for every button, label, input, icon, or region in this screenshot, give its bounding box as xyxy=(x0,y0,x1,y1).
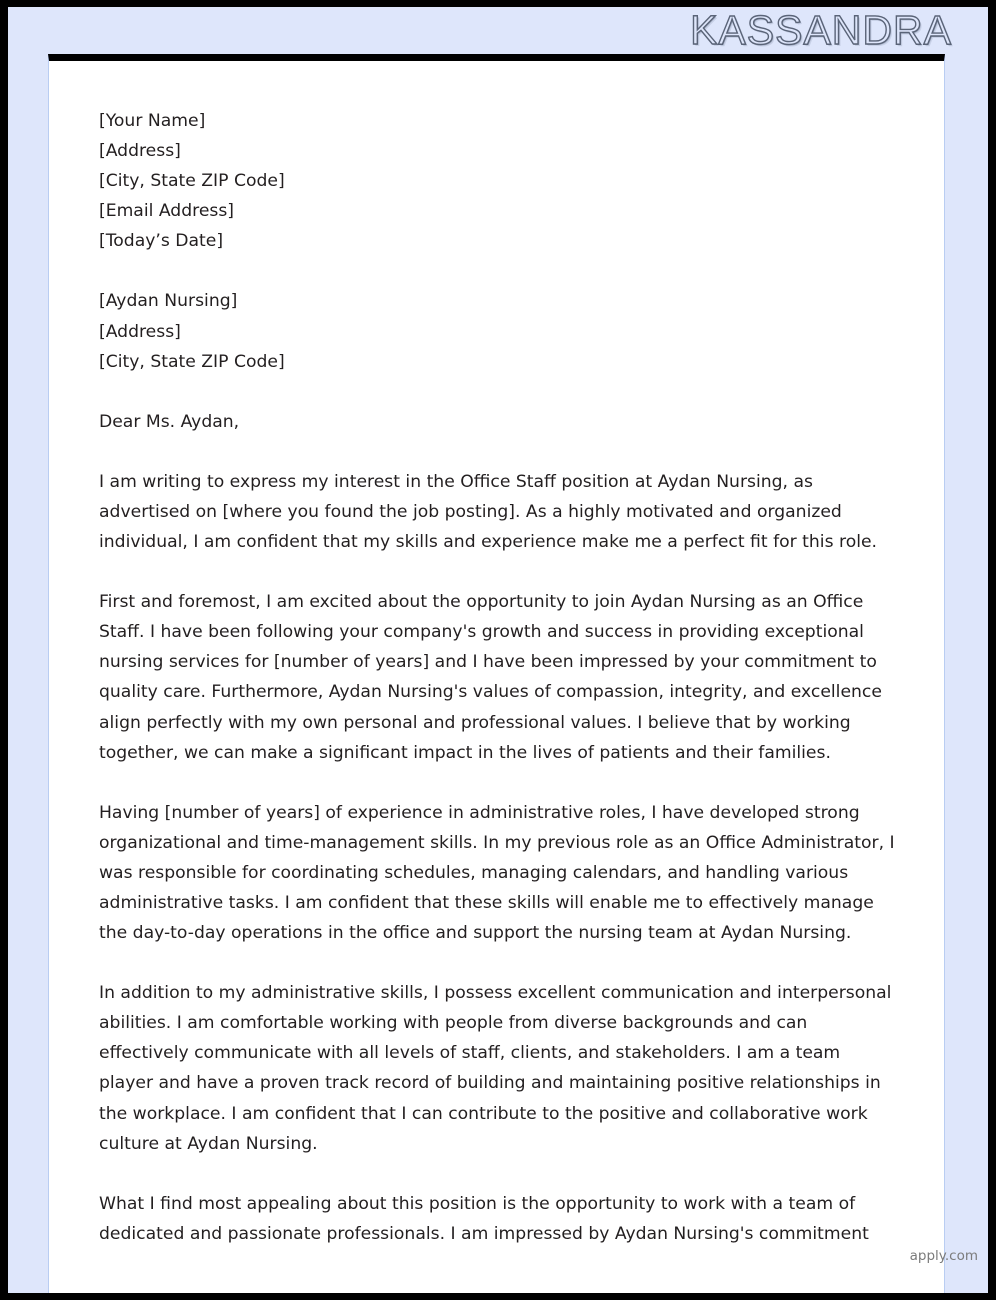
sender-email: [Email Address] xyxy=(99,201,235,222)
sender-address-block xyxy=(99,106,896,256)
recipient-address: [Address] xyxy=(99,321,181,342)
recipient-city-state-zip: [City, State ZIP Code] xyxy=(99,351,285,372)
letter-sheet xyxy=(48,54,945,1293)
salutation: Dear Ms. Aydan, xyxy=(99,411,240,432)
recipient-address-block xyxy=(99,286,896,376)
letter-sheet-inner xyxy=(49,61,944,1249)
paragraph-motivation: First and foremost, I am excited about the opportunity to join Aydan Nursing as an Office Staff. I have been following your company's growth and success in providing exceptional nursing services for [number of years] and I have been impressed by your commitment to quality care. Furthermore, Aydan Nursing's values of compassion, integrity, and excellence align perfectly with my own personal and professional values. I believe that by working together, we can make a significant impact in the lives of patients and their families. xyxy=(99,592,882,763)
brand-name: KASSANDRA xyxy=(690,7,952,53)
paragraph-closing-partial: What I find most appealing about this position is the opportunity to work with a team of dedicated and passionate professionals. I am impressed by Aydan Nursing's commitment xyxy=(99,1193,869,1244)
letterhead-band xyxy=(8,7,988,54)
cover-letter-body xyxy=(99,106,896,1249)
paragraph-experience: Having [number of years] of experience in administrative roles, I have developed strong organizational and time-management skills. In my previous role as an Office Administrator, I was responsible for coordinating schedules, managing calendars, and handling various administrative tasks. I am confident that these skills will enable me to effectively manage the day-to-day operations in the office and support the nursing team at Aydan Nursing. xyxy=(99,802,895,944)
recipient-company: [Aydan Nursing] xyxy=(99,291,238,312)
sender-city-state-zip: [City, State ZIP Code] xyxy=(99,171,285,192)
paragraph-intro: I am writing to express my interest in the Office Staff position at Aydan Nursing, as advertised on [where you found the job posting]. As a highly motivated and organized individual, I am confident that my skills and experience make me a perfect fit for this role. xyxy=(99,471,878,553)
sender-name: [Your Name] xyxy=(99,111,206,131)
site-watermark: apply.com xyxy=(909,1248,978,1264)
sender-address: [Address] xyxy=(99,141,181,162)
paragraph-communication: In addition to my administrative skills, I possess excellent communication and interpersonal abilities. I am comfortable working with people from diverse backgrounds and can effectively communicate with all levels of staff, clients, and stakeholders. I am a team player and have a proven track record of building and maintaining positive relationships in the workplace. I am confident that I can contribute to the positive and collaborative work culture at Aydan Nursing. xyxy=(99,983,892,1154)
letter-date: [Today’s Date] xyxy=(99,231,224,252)
